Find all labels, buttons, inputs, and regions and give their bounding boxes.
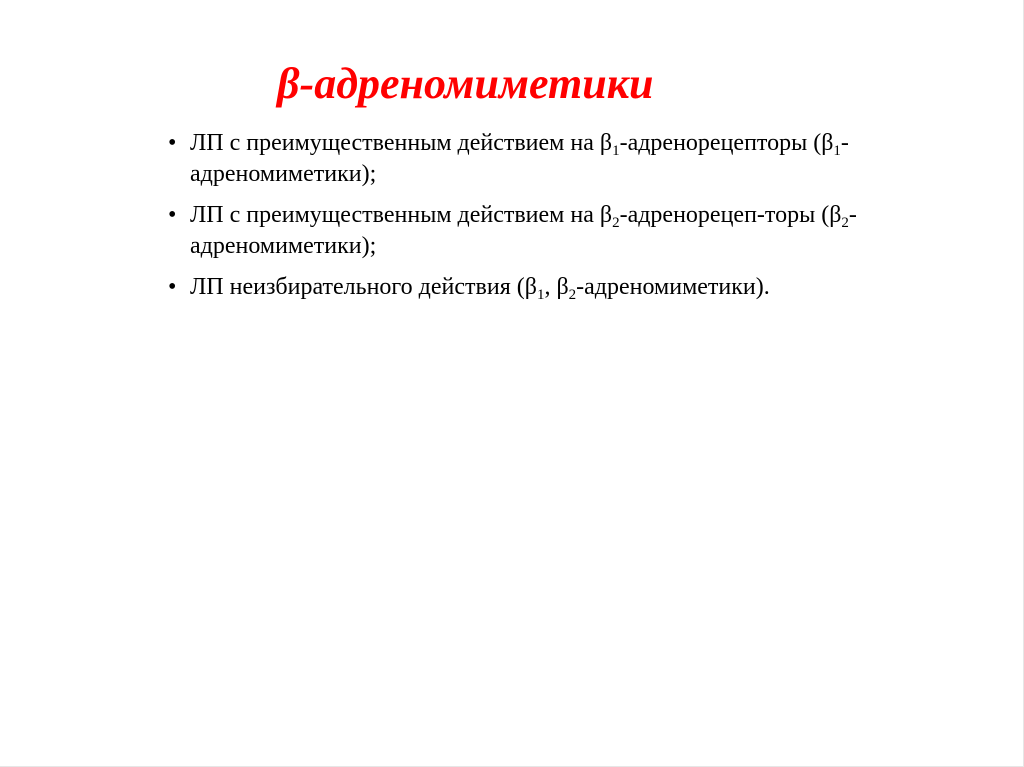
bullet-text-part: -адреномиметики). [576,274,770,300]
subscript: 2 [612,215,620,231]
bullet-marker: • [168,130,177,156]
bullet-marker: • [168,202,177,228]
bullet-text-part: -адреномиметики); [190,202,857,259]
bullet-item-1 [168,128,988,190]
bullet-text-part: ЛП с преимущественным действием на β [190,202,613,228]
subscript: 1 [833,143,841,159]
bullet-text-part: ЛП неизбирательного действия (β [190,274,537,300]
subscript: 2 [568,287,577,303]
slide-title: β-адреномиметики [277,59,654,108]
bullet-text-part: , β [544,274,569,300]
subscript: 2 [841,215,849,231]
subscript: 1 [612,143,620,159]
bullet-list [168,128,988,313]
bullet-text-part: ЛП с преимущественным действием на β [190,130,613,156]
bullet-item-3 [168,272,988,303]
bullet-item-2 [168,200,988,262]
bullet-text-part: -адреномиметики); [190,130,849,187]
bullet-text-part: -адренорецепторы (β [619,130,834,156]
bullet-text-part: -адренорецеп-торы (β [619,202,842,228]
bullet-marker: • [168,274,177,300]
subscript: 1 [536,287,545,303]
